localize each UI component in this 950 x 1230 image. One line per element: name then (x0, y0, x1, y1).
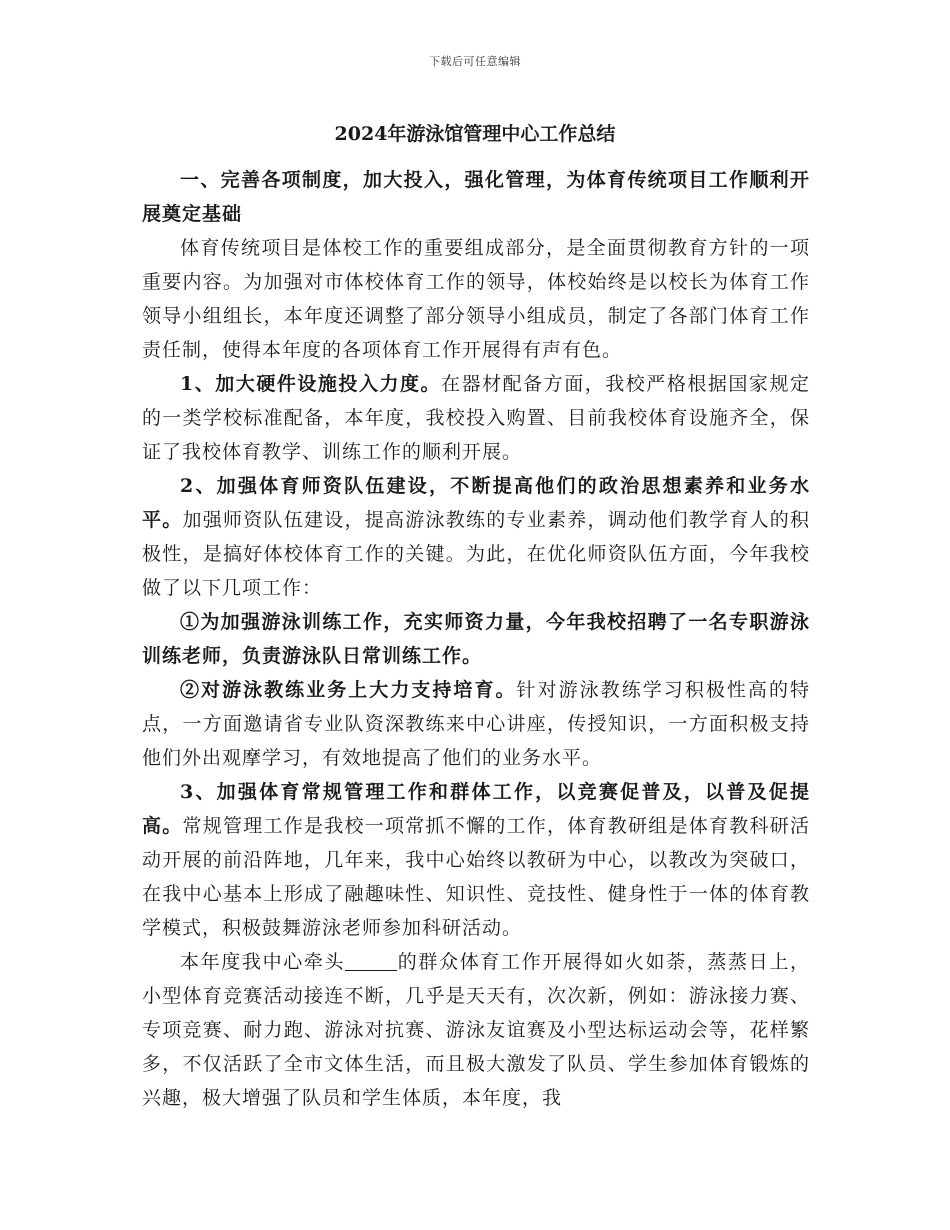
sub-item-1-paragraph: ①为加强游泳训练工作，充实师资力量，今年我校招聘了一名专职游泳训练老师，负责游泳队日常训练工作。 (142, 611, 810, 667)
item-3-paragraph (142, 775, 810, 945)
final-text-before-blank: 本年度我中心牵头 (180, 951, 346, 973)
item-1-text: 在器材配备方面，我校严格根据国家规定的一类学校标准配备，本年度，我校投入购置、目前我校体育设施齐全，保证了我校体育教学、训练工作的顺利开展。 (142, 373, 810, 463)
document-title: 2024年游泳馆管理中心工作总结 (334, 123, 616, 145)
sub-item-2-lead: ②对游泳教练业务上大力支持培育。 (180, 679, 517, 701)
item-1-paragraph (142, 367, 810, 469)
final-paragraph (142, 945, 810, 1115)
sub-item-2-paragraph (142, 673, 810, 775)
section-heading: 一、完善各项制度，加大投入，强化管理，为体育传统项目工作顺利开展奠定基础 (142, 169, 810, 225)
final-text-after-blank: 的群众体育工作开展得如火如荼，蒸蒸日上，小型体育竞赛活动接连不断，几乎是天天有，次次新，例如：游泳接力赛、专项竞赛、耐力跑、游泳对抗赛、游泳友谊赛及小型达标运动会等，花样繁多，不仅活跃了全市文体生活，而且极大激发了队员、学生参加体育锻炼的兴趣，极大增强了队员和学生体质，本年度，我 (142, 951, 810, 1109)
document-body (142, 163, 810, 1115)
item-2-paragraph (142, 469, 810, 605)
item-3-lead: 3、加强体育常规管理工作和群体工作，以竞赛促普及，以普及促提高。 (142, 781, 810, 837)
intro-paragraph: 体育传统项目是体校工作的重要组成部分，是全面贯彻教育方针的一项重要内容。为加强对市体校体育工作的领导，体校始终是以校长为体育工作领导小组组长，本年度还调整了部分领导小组成员，制定了各部门体育工作责任制，使得本年度的各项体育工作开展得有声有色。 (142, 237, 810, 361)
header-note: 下载后可任意编辑 (429, 55, 521, 68)
sub-item-2-text: 针对游泳教练学习积极性高的特点，一方面邀请省专业队资深教练来中心讲座，传授知识，一方面积极支持他们外出观摩学习，有效地提高了他们的业务水平。 (142, 679, 810, 769)
item-1-lead: 1、加大硬件设施投入力度。 (180, 373, 442, 395)
fill-in-blank (345, 951, 397, 971)
item-2-text: 加强师资队伍建设，提高游泳教练的专业素养，调动他们教学育人的积极性，是搞好体校体育工作的关键。为此，在优化师资队伍方面，今年我校做了以下几项工作： (142, 509, 810, 599)
item-3-text: 常规管理工作是我校一项常抓不懈的工作，体育教研组是体育教科研活动开展的前沿阵地，几年来，我中心始终以教研为中心，以教改为突破口，在我中心基本上形成了融趣味性、知识性、竞技性、健身性于一体的体育教学模式，积极鼓舞游泳老师参加科研活动。 (142, 815, 810, 939)
item-2-lead: 2、加强体育师资队伍建设，不断提高他们的政治思想素养和业务水平。 (142, 475, 810, 531)
